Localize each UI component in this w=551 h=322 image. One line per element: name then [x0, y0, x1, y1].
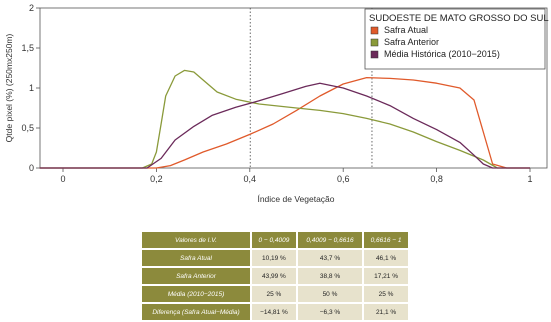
header-cell-label: Valores de I.V. [142, 232, 250, 248]
legend-swatch [371, 51, 378, 58]
y-axis [21, 3, 40, 173]
series-line [40, 70, 530, 168]
legend-title: SUDOESTE DE MATO GROSSO DO SUL [369, 13, 549, 24]
table-cell: 46,1 % [364, 250, 408, 266]
row-label: Safra Atual [142, 250, 250, 266]
legend-label: Safra Atual [384, 25, 429, 35]
series-lines [40, 70, 530, 168]
table-cell: 21,1 % [364, 304, 408, 320]
table-row [142, 250, 408, 266]
threshold-lines [250, 8, 372, 168]
x-tick-label: 0,4 [243, 174, 257, 184]
x-axis [60, 168, 532, 184]
y-tick-label: 2 [28, 3, 34, 13]
table-cell: 17,21 % [364, 268, 408, 284]
legend-label: Safra Anterior [384, 37, 440, 47]
row-label: Safra Anterior [142, 268, 250, 284]
legend-swatch [371, 27, 378, 34]
table-cell: 25 % [364, 286, 408, 302]
table-cell: 43,99 % [252, 268, 296, 284]
x-tick-label: 0,2 [150, 174, 163, 184]
header-cell-range-3: 0,6616 − 1 [364, 232, 408, 248]
summary-table [140, 230, 410, 322]
y-tick-label: 0 [28, 163, 34, 173]
table-cell: 10,19 % [252, 250, 296, 266]
series-line [40, 83, 530, 168]
x-axis-label: Índice de Vegetação [257, 194, 335, 204]
table-header-row [142, 232, 408, 248]
x-tick-label: 1 [527, 174, 533, 184]
legend-label: Média Histórica (2010−2015) [384, 49, 500, 59]
y-axis-label: Qtde pixel (%) (250mx250m) [4, 33, 14, 143]
y-tick-label: 1 [28, 83, 34, 93]
table-cell: 25 % [252, 286, 296, 302]
table-cell: −14,81 % [252, 304, 296, 320]
series-line [40, 78, 530, 168]
y-tick-label: 0,5 [21, 123, 34, 133]
table-row [142, 268, 408, 284]
legend [365, 9, 549, 69]
x-tick-label: 0 [60, 174, 66, 184]
table-cell: 43,7 % [298, 250, 362, 266]
table-cell: 38,8 % [298, 268, 362, 284]
x-tick-label: 0,8 [430, 174, 443, 184]
table-cell: −6,3 % [298, 304, 362, 320]
table-cell: 50 % [298, 286, 362, 302]
row-label: Média (2010−2015) [142, 286, 250, 302]
header-cell-range-2: 0,4009 − 0,6616 [298, 232, 362, 248]
table-row [142, 286, 408, 302]
table-row [142, 304, 408, 320]
row-label: Diferença (Safra Atual−Média) [142, 304, 250, 320]
x-tick-label: 0,6 [336, 174, 350, 184]
header-cell-range-1: 0 − 0,4009 [252, 232, 296, 248]
y-tick-label: 1,5 [21, 43, 34, 53]
legend-swatch [371, 39, 378, 46]
